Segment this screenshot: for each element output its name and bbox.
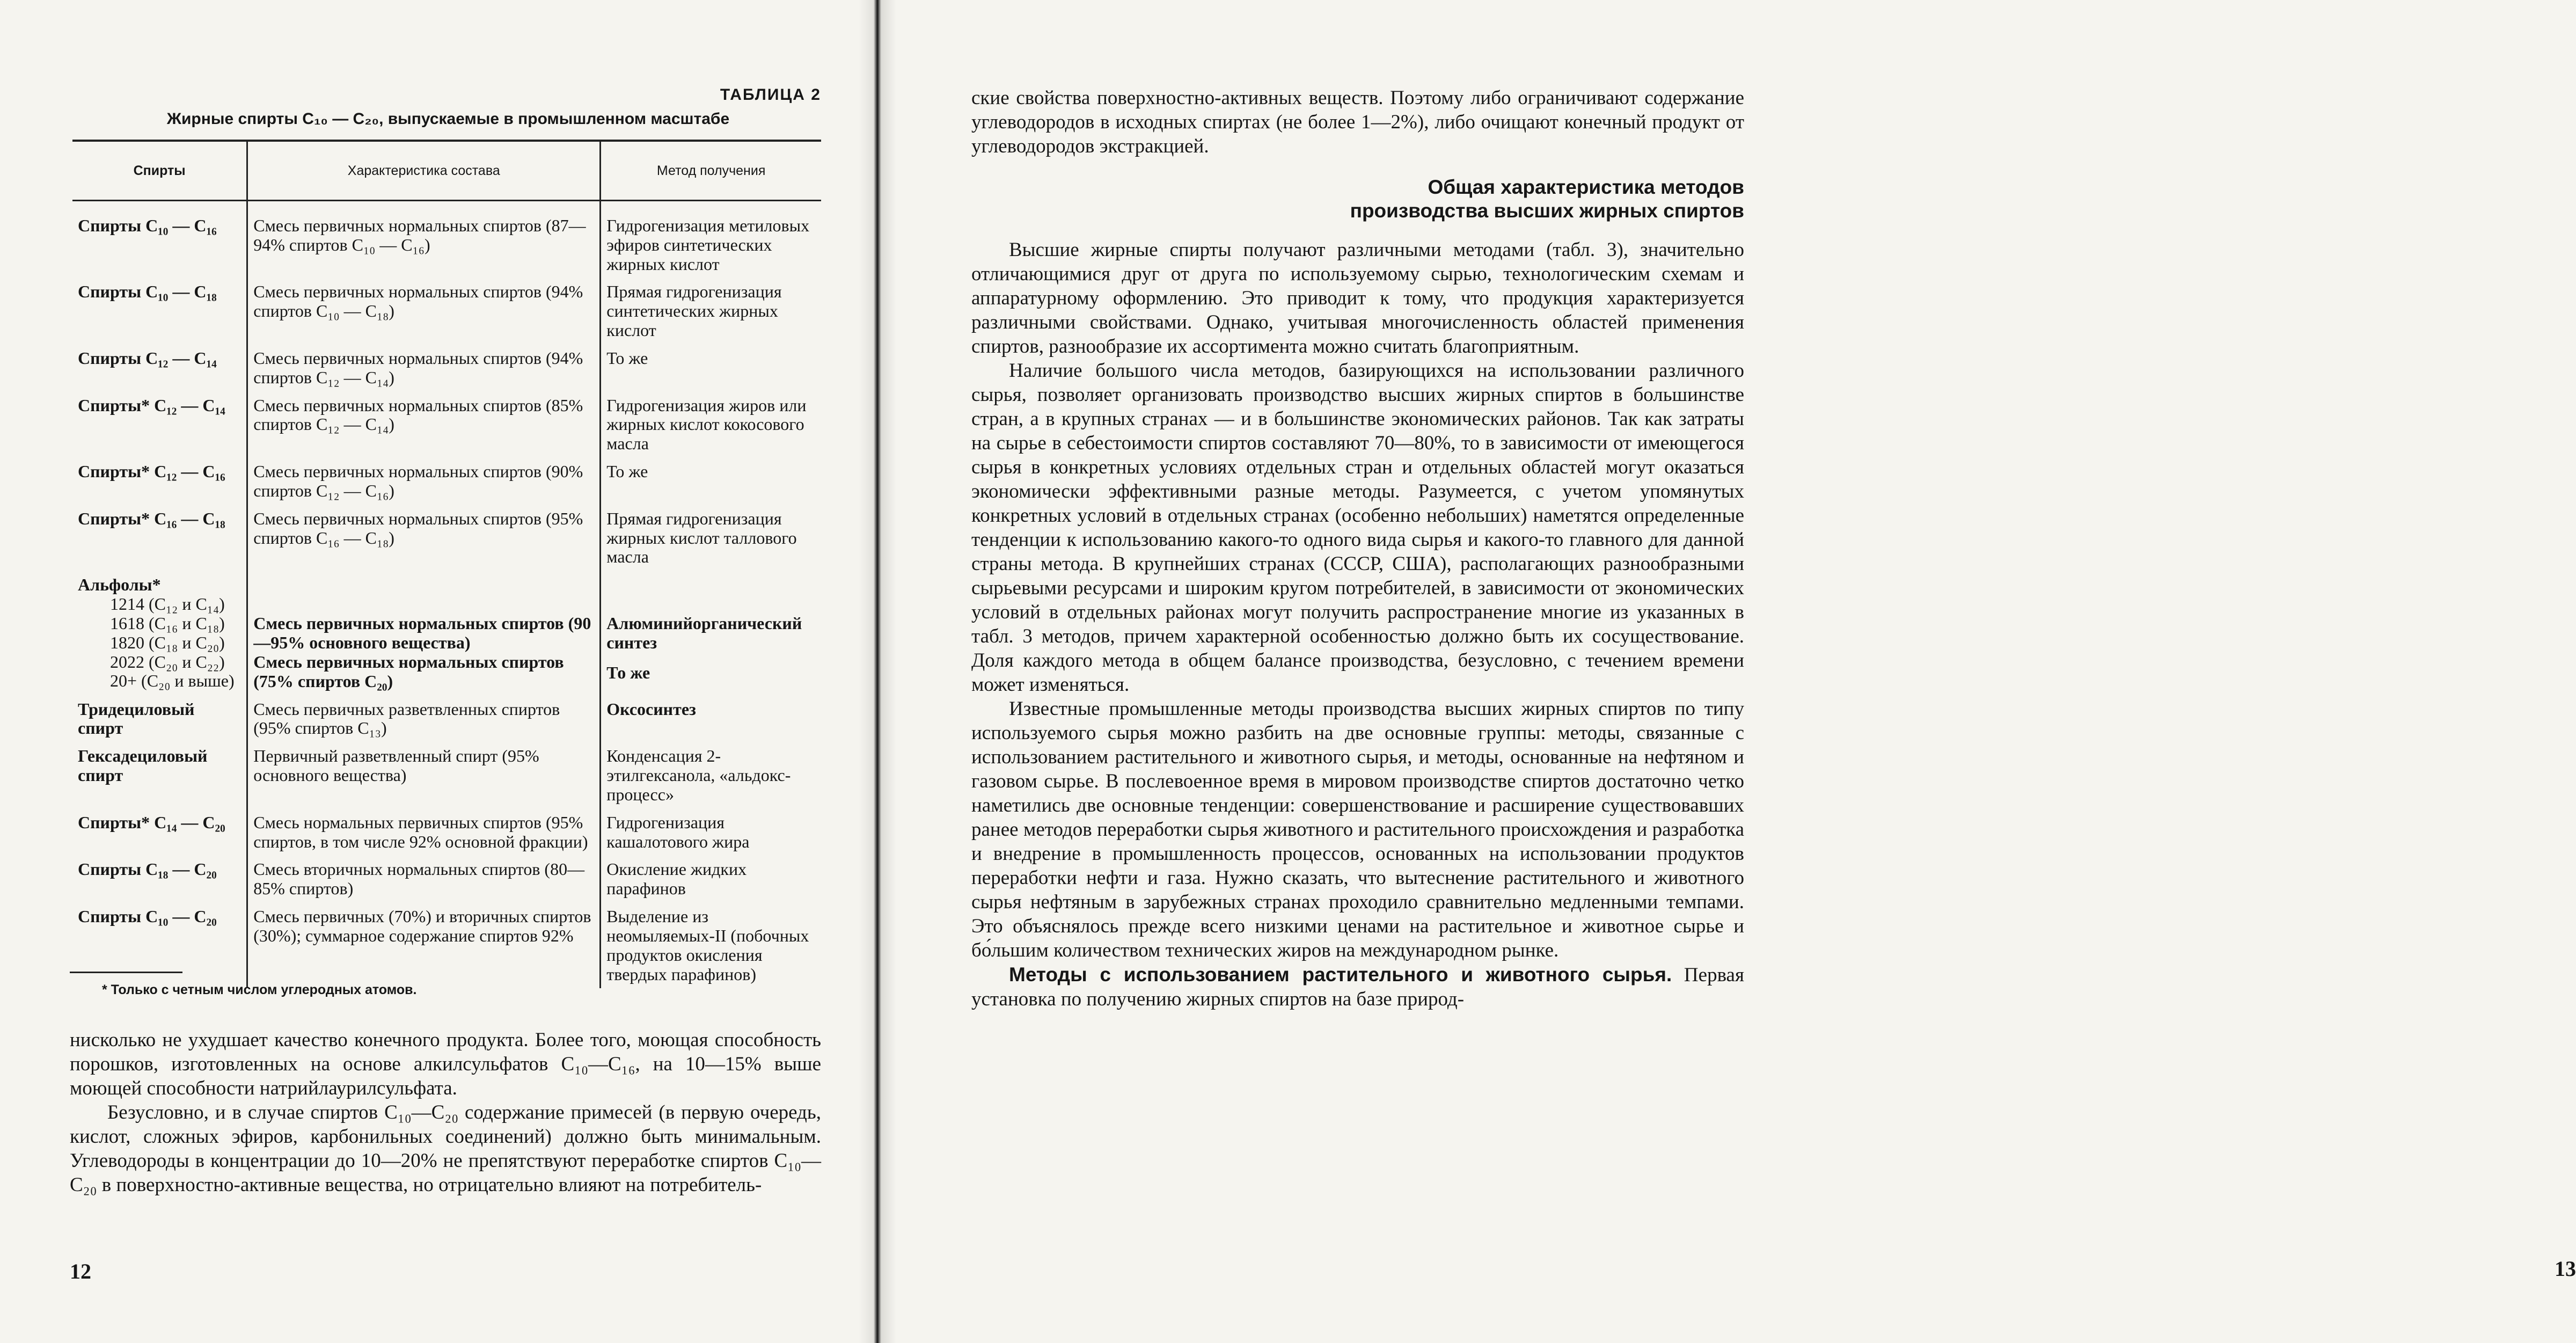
method-cell: То же	[606, 348, 648, 368]
section-heading	[971, 176, 1744, 223]
alfol-item: 1214 (С₁₂ и С₁₄)	[110, 594, 225, 614]
page-number: 12	[70, 1259, 91, 1283]
table-row	[72, 458, 821, 505]
footnote-divider	[70, 972, 182, 973]
table-row	[72, 345, 821, 392]
composition-cell: Смесь первичных нормальных спиртов (85% спиртов С₁₂ — С₁₄)	[247, 392, 601, 458]
table-row	[72, 392, 821, 458]
method-cell: Конденсация 2-этилгексанола, «альдокс-процесс»	[606, 746, 791, 804]
composition-cell: Смесь первичных нормальных спиртов (94% спиртов С₁₀ — С₁₈)	[247, 278, 601, 344]
alfol-title: Альфолы*	[78, 575, 161, 595]
inline-heading: Методы с использованием растительного и животного сырья.	[1009, 964, 1672, 986]
paragraph	[971, 962, 1744, 1011]
alcohol-cell: Спирты* С₁₂ — С₁₄	[72, 392, 247, 458]
method-cell: Окисление жидких парафинов	[606, 859, 747, 899]
composition-cell: Первичный разветвленный спирт (95% основного вещества)	[247, 742, 601, 808]
table-header-method: Метод получения	[601, 141, 821, 201]
alcohol-cell: Спирты* С₁₂ — С₁₆	[72, 458, 247, 505]
alcohols-table	[72, 140, 821, 988]
composition-cell: Смесь нормальных первичных спиртов (95% спиртов, в том числе 92% основной фракции)	[247, 809, 601, 856]
paragraph: Высшие жирные спирты получают различными методами (табл. 3), значительно отличающимися друг от друга по используемому сырью, технологическим схемам и аппаратурному оформлению. Это приводит к тому, что продукция характеризуется различными свойствами. Однако, учитывая многочисленность областей применения спиртов, разнообразие их ассортимента можно считать благоприятным.	[971, 239, 1744, 357]
right-page	[880, 0, 2576, 1343]
alcohol-cell: Спирты С₁₂ — С₁₄	[72, 345, 247, 392]
table-row	[72, 856, 821, 903]
composition-cell: Смесь первичных нормальных спиртов (90% спиртов С₁₂ — С₁₆)	[247, 458, 601, 505]
composition-cell	[247, 571, 601, 695]
paragraph: нисколько не ухудшает качество конечного продукта. Более того, моющая способность порошков, изготовленных на основе алкилсульфатов С₁₀—С₁₆, на 10—15% выше моющей способности натрийлаурилсульфата.	[70, 1029, 821, 1099]
method-cell	[601, 571, 821, 695]
section-heading-line: Общая характеристика методов	[1428, 176, 1744, 198]
alfol-item: 1618 (С₁₆ и С₁₈)	[110, 613, 225, 633]
table-row	[72, 278, 821, 344]
table-row	[72, 903, 821, 988]
alfol-cell	[72, 571, 247, 695]
paragraph: Известные промышленные методы производства высших жирных спиртов по типу используемого сырья можно разбить на две основные группы: методы, связанные с использованием растительного и животного сырья, и методы, основанные на нефтяном и газовом сырье. В послевоенное время в мировом производстве спиртов достаточно четко наметились две основные тенденции: совершенствование и расширение существовавших ранее методов переработки сырья животного и растительного происхождения и разработка и внедрение в промышленность процессов, основанных на использовании продуктов переработки нефти и газа. Нужно сказать, что вытеснение растительного и животного сырья нефтяным в зарубежных странах проходило сравнительно медленными темпами. Это объяснялось прежде всего низкими ценами на растительное и животное сырье и бо́льшим количеством технических жиров на международном рынке.	[971, 698, 1744, 961]
composition-cell: Смесь первичных нормальных спиртов (94% спиртов С₁₂ — С₁₄)	[247, 345, 601, 392]
table-label: ТАБЛИЦА 2	[720, 86, 821, 104]
method-cell: То же	[606, 462, 648, 481]
table-row	[72, 809, 821, 856]
alcohol-cell: Спирты С₁₀ — С₁₆	[72, 212, 247, 278]
table-header-alcohols: Спирты	[72, 141, 247, 201]
composition-cell: Смесь первичных нормальных спиртов (87—94% спиртов С₁₀ — С₁₆)	[247, 212, 601, 278]
alcohol-cell: Спирты С₁₀ — С₁₈	[72, 278, 247, 344]
table-row	[72, 696, 821, 743]
section-heading-line: производства высших жирных спиртов	[1350, 200, 1744, 222]
page-number: 13	[2555, 1257, 2576, 1281]
alfol-item: 20+ (С₂₀ и выше)	[110, 671, 235, 691]
table-footnote: * Только с четным числом углеродных атомов.	[102, 982, 417, 997]
table-title: Жирные спирты С₁₀ — С₂₀, выпускаемые в промышленном масштабе	[166, 110, 730, 128]
method-cell: Гидрогенизация кашалотового жира	[606, 812, 750, 851]
method-cell: Прямая гидрогенизация синтетических жирных кислот	[606, 282, 782, 340]
method-cell: Выделение из неомыляемых-II (побочных продуктов окисления твердых парафинов)	[606, 907, 809, 984]
alfol-item: 1820 (С₁₈ и С₂₀)	[110, 632, 225, 652]
left-body-text	[70, 1028, 821, 1197]
composition-cell: Смесь первичных (70%) и вторичных спиртов (30%); суммарное содержание спиртов 92%	[247, 903, 601, 988]
table-header-composition: Характеристика состава	[247, 141, 601, 201]
paragraph: Безусловно, и в случае спиртов С₁₀—С₂₀ содержание примесей (в первую очередь, кислот, сложных эфиров, карбонильных соединений) должно быть минимальным. Углеводороды в концентрации до 10—20% не препятствуют переработке спиртов С₁₀—С₂₀ в поверхностно-активные вещества, но отрицательно влияют на потребитель-	[70, 1101, 821, 1196]
alfol-composition-1: Смесь первичных нормальных спиртов (90—95% основного вещества)	[253, 614, 591, 653]
method-cell: Гидрогенизация жиров или жирных кислот кокосового масла	[606, 395, 807, 454]
paragraph: Наличие большого числа методов, базирующихся на использовании различного сырья, позволяет организовать производство высших жирных спиртов в большинстве стран, а в крупных странах — и в большинстве экономических районов. Так как затраты на сырье в себестоимости спиртов составляют 70—80%, то в зависимости от имеющегося сырья в конкретных условиях отдельных стран и отдельных областей могут оказаться экономически эффективными разные методы. Разумеется, с учетом упомянутых конкретных условий в отдельных странах (особенно небольших) наметятся определенные тенденции к использованию какого-то одного вида сырья и какого-то главного для данной страны метода. В крупнейших странах (СССР, США), располагающих разнообразными сырьевыми ресурсами и широким кругом потребителей, в зависимости от экономических условий в отдельных районах могут получить распространение многие из указанных в табл. 3 методов, причем характерной особенностью должно быть их сосуществование. Доля каждого метода в общем балансе производства, безусловно, с течением времени может изменяться.	[971, 360, 1744, 696]
table-row-alfol	[72, 571, 821, 695]
method-cell: Оксосинтез	[606, 699, 696, 719]
composition-cell: Смесь первичных разветвленных спиртов (95% спиртов С₁₃)	[247, 696, 601, 743]
alcohol-cell: Спирты* С₁₆ — С₁₈	[72, 505, 247, 571]
alcohol-cell: Гексадециловый спирт	[72, 742, 247, 808]
composition-cell: Смесь вторичных нормальных спиртов (80—85% спиртов)	[247, 856, 601, 903]
composition-cell: Смесь первичных нормальных спиртов (95% спиртов С₁₆ — С₁₈)	[247, 505, 601, 571]
alcohol-cell: Спирты С₁₈ — С₂₀	[72, 856, 247, 903]
table-header-row	[72, 141, 821, 201]
table-row	[72, 212, 821, 278]
table-row	[72, 742, 821, 808]
alcohol-cell: Спирты* С₁₄ — С₂₀	[72, 809, 247, 856]
paragraph: ские свойства поверхностно-активных веществ. Поэтому либо ограничивают содержание углеводородов в исходных спиртах (не более 1—2%), либо очищают конечный продукт от углеводородов экстракцией.	[971, 87, 1744, 157]
method-cell: Прямая гидрогенизация жирных кислот таллового масла	[606, 508, 797, 567]
table-row	[72, 505, 821, 571]
alcohol-cell: Тридециловый спирт	[72, 696, 247, 743]
alfol-method-2: То же	[606, 662, 650, 682]
method-cell: Гидрогенизация метиловых эфиров синтетических жирных кислот	[606, 216, 810, 274]
alfol-method-1: Алюминийорганический синтез	[606, 614, 802, 653]
paragraph-text: Первая установка по получению жирных спиртов на базе природ-	[971, 964, 1744, 1010]
alfol-composition-2: Смесь первичных нормальных спиртов (75% спиртов С₂₀)	[253, 652, 564, 691]
alfol-item: 2022 (С₂₀ и С₂₂)	[110, 652, 225, 672]
right-body-text	[971, 86, 1744, 1011]
left-page	[0, 0, 869, 1343]
alcohol-cell: Спирты С₁₀ — С₂₀	[72, 903, 247, 988]
